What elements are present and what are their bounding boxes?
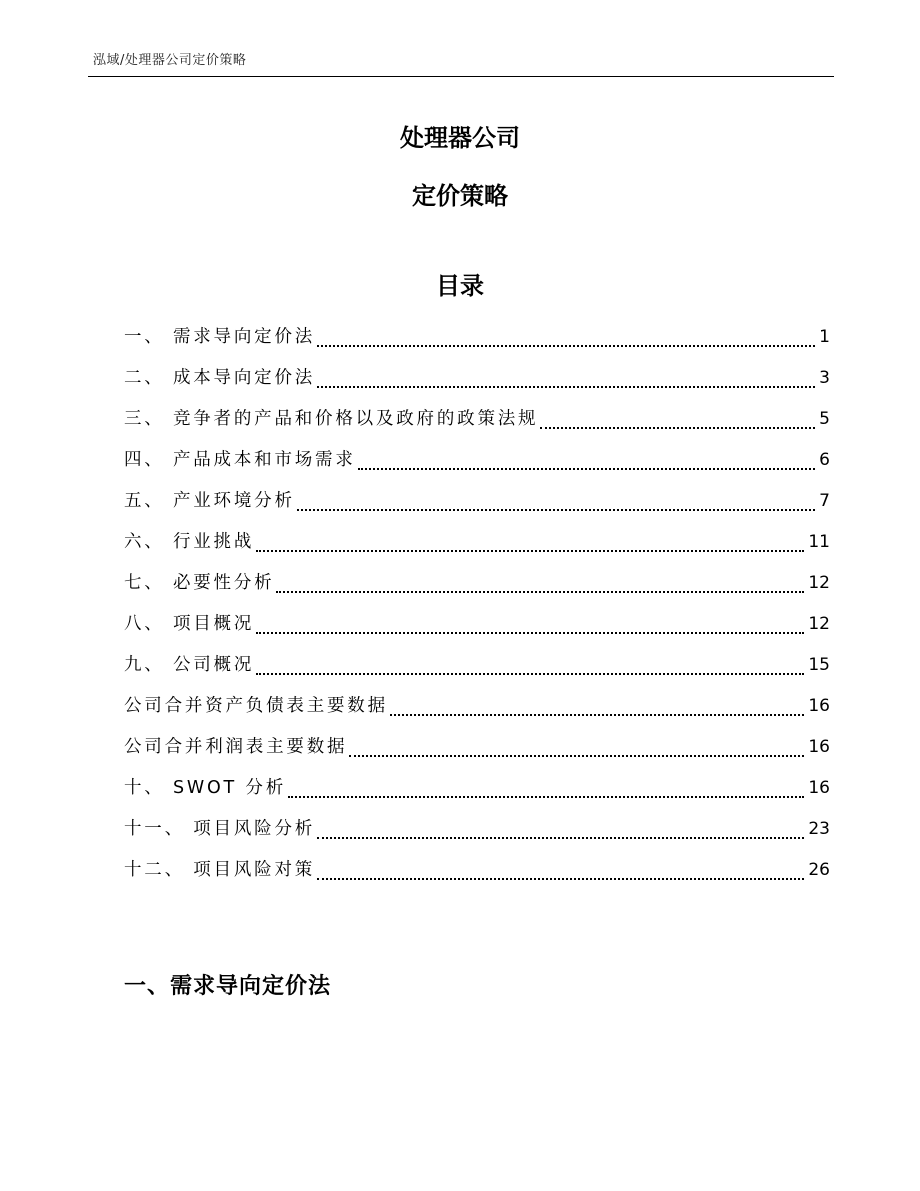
- toc-dot-leader: [317, 837, 804, 839]
- toc-entry[interactable]: [124, 563, 830, 604]
- toc-entry[interactable]: [124, 686, 830, 727]
- running-header-title: 泓域/处理器公司定价策略: [93, 53, 247, 68]
- toc-entry-label: 六、 行业挑战: [124, 532, 255, 552]
- toc-entry-label: 七、 必要性分析: [124, 573, 275, 593]
- toc-dot-leader: [256, 673, 804, 675]
- toc-entry[interactable]: [124, 645, 830, 686]
- toc-dot-leader: [317, 386, 815, 388]
- toc-entry[interactable]: [124, 399, 830, 440]
- toc-heading: 目录: [436, 272, 484, 300]
- toc-dot-leader: [540, 427, 815, 429]
- toc-entry-label: 九、 公司概况: [124, 655, 255, 675]
- toc-entry-page: 1: [819, 327, 830, 347]
- toc-dot-leader: [297, 509, 815, 511]
- toc-entry-label: 公司合并利润表主要数据: [124, 737, 348, 757]
- toc-entry-page: 26: [808, 860, 830, 880]
- toc-entry[interactable]: [124, 604, 830, 645]
- toc-entry[interactable]: [124, 358, 830, 399]
- toc-entry[interactable]: [124, 850, 830, 891]
- toc-entry-label: 五、 产业环境分析: [124, 491, 295, 511]
- toc-entry-page: 16: [808, 778, 830, 798]
- toc-entry-page: 5: [819, 409, 830, 429]
- toc-entry-label: 一、 需求导向定价法: [124, 327, 316, 347]
- toc-entry-label: 二、 成本导向定价法: [124, 368, 316, 388]
- toc-entry-page: 16: [808, 737, 830, 757]
- table-of-contents: [124, 317, 830, 891]
- toc-entry-page: 12: [808, 614, 830, 634]
- toc-entry-label: 四、 产品成本和市场需求: [124, 450, 356, 470]
- toc-entry[interactable]: [124, 768, 830, 809]
- toc-dot-leader: [288, 796, 804, 798]
- toc-dot-leader: [276, 591, 804, 593]
- toc-entry-label: 八、 项目概况: [124, 614, 255, 634]
- toc-entry-page: 15: [808, 655, 830, 675]
- toc-entry[interactable]: [124, 481, 830, 522]
- toc-dot-leader: [358, 468, 816, 470]
- toc-dot-leader: [390, 714, 804, 716]
- toc-entry-page: 7: [819, 491, 830, 511]
- toc-entry-label: 三、 竞争者的产品和价格以及政府的政策法规: [124, 409, 539, 429]
- header-divider: [88, 76, 834, 77]
- toc-entry[interactable]: [124, 440, 830, 481]
- section-heading: 一、需求导向定价法: [124, 974, 332, 999]
- toc-entry-page: 12: [808, 573, 830, 593]
- toc-dot-leader: [256, 550, 804, 552]
- toc-entry-label: 公司合并资产负债表主要数据: [124, 696, 388, 716]
- toc-entry-page: 6: [819, 450, 830, 470]
- toc-entry-page: 11: [808, 532, 830, 552]
- toc-dot-leader: [349, 755, 804, 757]
- toc-entry-page: 16: [808, 696, 830, 716]
- toc-entry-label: 十、 SWOT 分析: [124, 778, 287, 798]
- toc-entry-label: 十一、 项目风险分析: [124, 819, 316, 839]
- toc-dot-leader: [317, 345, 815, 347]
- toc-dot-leader: [317, 878, 804, 880]
- toc-entry-label: 十二、 项目风险对策: [124, 860, 316, 880]
- toc-entry[interactable]: [124, 522, 830, 563]
- toc-entry[interactable]: [124, 809, 830, 850]
- document-title-line1: 处理器公司: [400, 124, 520, 152]
- toc-entry-page: 23: [808, 819, 830, 839]
- document-title-line2: 定价策略: [412, 182, 508, 210]
- toc-dot-leader: [256, 632, 804, 634]
- toc-entry[interactable]: [124, 317, 830, 358]
- toc-entry[interactable]: [124, 727, 830, 768]
- toc-entry-page: 3: [819, 368, 830, 388]
